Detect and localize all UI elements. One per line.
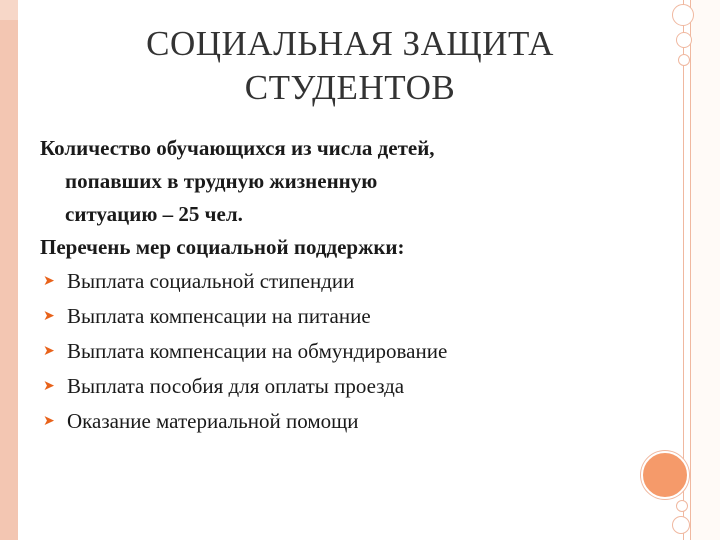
list-item — [40, 334, 650, 369]
support-measures-list — [40, 264, 650, 439]
right-decorative-line — [690, 0, 691, 540]
support-measures-heading: Перечень мер социальной поддержки: — [40, 235, 405, 259]
slide-content — [40, 132, 650, 439]
left-decorative-bar-top — [0, 0, 18, 20]
list-item-text: Выплата пособия для оплаты проезда — [67, 374, 405, 398]
list-item — [40, 299, 650, 334]
list-item-text: Выплата компенсации на питание — [67, 304, 371, 328]
paragraph-line: попавших в трудную жизненную — [65, 169, 378, 193]
paragraph-line: ситуацию – 25 чел. — [65, 202, 243, 226]
slide-title-line: СТУДЕНТОВ — [244, 68, 456, 107]
arrow-bullet-icon: ➤ — [43, 308, 55, 324]
list-item-text: Выплата социальной стипендии — [67, 269, 355, 293]
arrow-bullet-icon: ➤ — [43, 413, 55, 429]
list-item-text: Оказание материальной помощи — [67, 409, 359, 433]
right-decorative-panel — [691, 0, 720, 540]
slide-title — [60, 22, 640, 110]
arrow-bullet-icon: ➤ — [43, 378, 55, 394]
list-item — [40, 369, 650, 404]
list-item — [40, 404, 650, 439]
decorative-circle-icon — [672, 4, 694, 26]
list-item — [40, 264, 650, 299]
arrow-bullet-icon: ➤ — [43, 273, 55, 289]
left-decorative-bar — [0, 0, 18, 540]
slide-title-line: СОЦИАЛЬНАЯ ЗАЩИТА — [146, 24, 554, 63]
decorative-circle-icon — [678, 54, 690, 66]
decorative-circle-icon — [676, 32, 692, 48]
students-count-paragraph — [40, 132, 650, 231]
decorative-circle-icon — [672, 516, 690, 534]
arrow-bullet-icon: ➤ — [43, 343, 55, 359]
orange-circle-icon — [641, 451, 689, 499]
decorative-circle-icon — [676, 500, 688, 512]
list-item-text: Выплата компенсации на обмундирование — [67, 339, 448, 363]
paragraph-line: Количество обучающихся из числа детей, — [40, 136, 435, 160]
